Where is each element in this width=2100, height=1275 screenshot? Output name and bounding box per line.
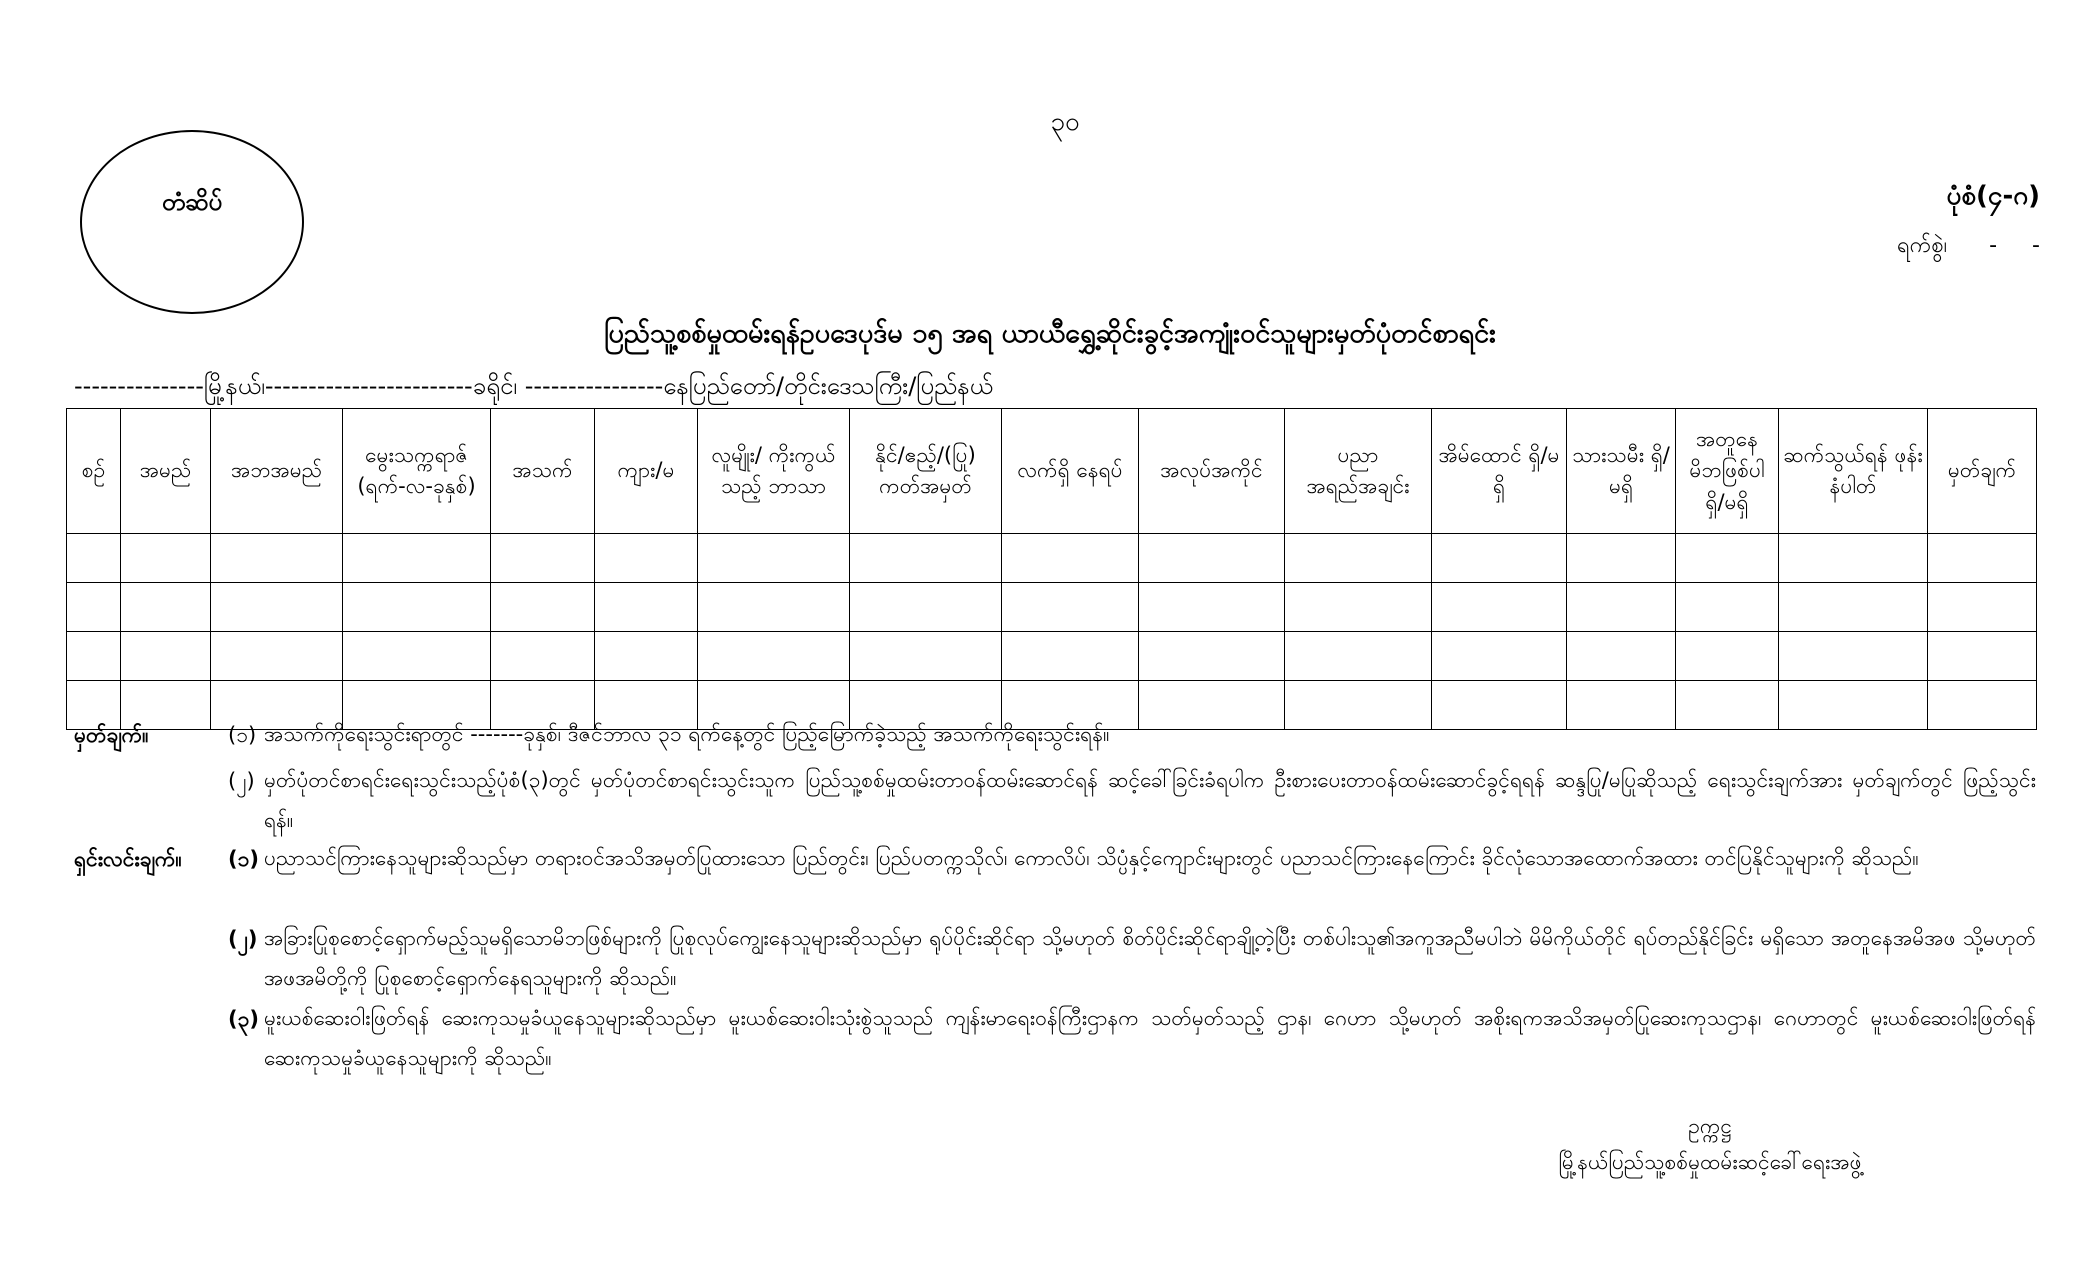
table-cell	[1779, 534, 1928, 583]
table-row	[67, 583, 2037, 632]
table-cell	[67, 534, 121, 583]
table-cell	[698, 632, 850, 681]
table-cell	[67, 632, 121, 681]
col-header: အသက်	[491, 409, 595, 534]
table-cell	[1928, 534, 2037, 583]
register-table	[66, 408, 2037, 730]
col-header: အတူနေ မိဘဖြစ်ပါ ရှိ/မရှိ	[1676, 409, 1779, 534]
page-number: ၃၀	[1050, 107, 1080, 137]
note-number: (၁)	[228, 723, 257, 747]
explanations-label: ရှင်းလင်းချက်။	[74, 847, 182, 871]
table-cell	[343, 632, 491, 681]
col-header: ပညာ အရည်အချင်း	[1285, 409, 1432, 534]
explanation-text: ပညာသင်ကြားနေသူများဆိုသည်မှာ တရားဝင်အသိအမှတ်ပြုထားသော ပြည်တွင်း၊ ပြည်ပတက္ကသိုလ်၊ ကောလိပ်၊ သိပ္ပံနှင့်ကျောင်းများတွင် ပညာသင်ကြားနေကြောင်း ခိုင်လုံသောအထောက်အထား တင်ပြနိုင်သူများကို ဆိုသည်။	[264, 846, 1919, 870]
table-cell	[1928, 583, 2037, 632]
date-value: - -	[1989, 233, 2040, 258]
table-cell	[343, 583, 491, 632]
table-cell	[850, 534, 1002, 583]
signature-block	[1430, 1108, 1990, 1180]
date-label: ရက်စွဲ၊	[1897, 233, 1948, 258]
table-cell	[850, 632, 1002, 681]
table-cell	[1432, 583, 1567, 632]
col-header: ကျား/မ	[595, 409, 698, 534]
form-number: ပုံစံ(၄-ဂ)	[1946, 181, 2040, 211]
table-cell	[595, 583, 698, 632]
col-header: စဉ်	[67, 409, 121, 534]
page-title: ပြည်သူ့စစ်မှုထမ်းရန်ဥပဒေပုဒ်မ ၁၅ အရ ယာယီရွှေ့ဆိုင်းခွင့်အကျုံးဝင်သူများမှတ်ပုံတင်စာရင်း	[603, 318, 1497, 349]
note-number: (၂)	[228, 769, 255, 793]
table-cell	[491, 583, 595, 632]
note-text: အသက်ကိုရေးသွင်းရာတွင် -------ခုနှစ်၊ ဒီဇင်ဘာလ ၃၁ ရက်နေ့တွင် ပြည့်မြောက်ခဲ့သည့် အသက်ကိုရေးသွင်းရန်။	[264, 722, 1110, 746]
col-header: အလုပ်အကိုင်	[1139, 409, 1285, 534]
explanation-text: မူးယစ်ဆေးဝါးဖြတ်ရန် ဆေးကုသမှုခံယူနေသူများဆိုသည်မှာ မူးယစ်ဆေးဝါးသုံးစွဲသူသည် ကျန်းမာရေးဝန်ကြီးဌာနက သတ်မှတ်သည့် ဌာန၊ ဂေဟာ သို့မဟုတ် အစိုးရကအသိအမှတ်ပြုဆေးကုသဌာန၊ ဂေဟာတွင် မူးယစ်ဆေးဝါးဖြတ်ရန် ဆေးကုသမှုခံယူနေသူများကို ဆိုသည်။	[264, 1006, 2036, 1070]
table-cell	[1139, 534, 1285, 583]
table-cell	[1432, 632, 1567, 681]
signature-org: မြို့နယ်ပြည်သူ့စစ်မှုထမ်းဆင့်ခေါ်ရေးအဖွဲ့	[1558, 1150, 1862, 1174]
table-cell	[491, 534, 595, 583]
table-cell	[1432, 534, 1567, 583]
table-cell	[1139, 632, 1285, 681]
explanation-number: (၃)	[228, 1007, 260, 1031]
table-cell	[211, 534, 343, 583]
seal-label: တံဆိပ်	[161, 188, 223, 216]
explanation-text: အခြားပြုစုစောင့်ရှောက်မည့်သူမရှိသောမိဘဖြစ်များကို ပြုစုလုပ်ကျွေးနေသူများဆိုသည်မှာ ရုပ်ပိုင်းဆိုင်ရာ သို့မဟုတ် စိတ်ပိုင်းဆိုင်ရာချို့တဲ့ပြီး တစ်ပါးသူ၏အကူအညီမပါဘဲ မိမိကိုယ်တိုင် ရပ်တည်နိုင်ခြင်း မရှိသော အတူနေအမိအဖ သို့မဟုတ် အဖအမိတို့ကို ပြုစုစောင့်ရှောက်နေရသူများကို ဆိုသည်။	[264, 926, 2036, 990]
date-line	[1897, 230, 2040, 263]
table-cell	[1676, 534, 1779, 583]
table-cell	[1285, 534, 1432, 583]
col-header: လက်ရှိ နေရပ်	[1002, 409, 1139, 534]
table-cell	[1285, 583, 1432, 632]
table-header-row	[67, 409, 2037, 534]
table-cell	[1928, 632, 2037, 681]
table-cell	[595, 632, 698, 681]
table-cell	[343, 534, 491, 583]
location-line: ---------------မြို့နယ်၊------------------------ခရိုင်၊ ----------------နေပြည်တော်/တိုင်းဒေသကြီး/ပြည်နယ်	[74, 372, 993, 400]
table-cell	[121, 632, 211, 681]
table-cell	[121, 583, 211, 632]
table-cell	[1567, 632, 1676, 681]
col-header: အိမ်ထောင် ရှိ/မရှိ	[1432, 409, 1567, 534]
note-text: မှတ်ပုံတင်စာရင်းရေးသွင်းသည့်ပုံစံ(၃)တွင် မှတ်ပုံတင်စာရင်းသွင်းသူက ပြည်သူ့စစ်မှုထမ်းတာဝန်ထမ်းဆောင်ရန် ဆင့်ခေါ်ခြင်းခံရပါက ဦးစားပေးတာဝန်ထမ်းဆောင်ခွင့်ရရန် ဆန္ဒပြု/မပြုဆိုသည့် ရေးသွင်းချက်အား မှတ်ချက်တွင် ဖြည့်သွင်းရန်။	[264, 768, 2036, 832]
col-header: အမည်	[121, 409, 211, 534]
table-cell	[698, 534, 850, 583]
signature-title: ဥက္ကဋ္ဌ	[1688, 1114, 1732, 1138]
col-header: ဆက်သွယ်ရန် ဖုန်းနံပါတ်	[1779, 409, 1928, 534]
table-cell	[1779, 583, 1928, 632]
table-cell	[491, 632, 595, 681]
seal-circle	[80, 130, 304, 314]
table-row	[67, 534, 2037, 583]
notes-label: မှတ်ချက်။	[74, 723, 149, 747]
explanation-number: (၁)	[228, 847, 260, 871]
explanation-number: (၂)	[228, 927, 258, 951]
table-cell	[1002, 632, 1139, 681]
table-row	[67, 632, 2037, 681]
table-cell	[698, 583, 850, 632]
col-header: မွေးသက္ကရာဇ် (ရက်-လ-ခုနှစ်)	[343, 409, 491, 534]
table-cell	[1676, 583, 1779, 632]
table-cell	[1285, 632, 1432, 681]
col-header: မှတ်ချက်	[1928, 409, 2037, 534]
table-cell	[211, 632, 343, 681]
table-cell	[1676, 632, 1779, 681]
table-cell	[67, 583, 121, 632]
col-header: နိုင်/ဧည့်/(ပြု) ကတ်အမှတ်	[850, 409, 1002, 534]
table-cell	[121, 534, 211, 583]
table-cell	[595, 534, 698, 583]
table-body	[67, 534, 2037, 730]
table-cell	[211, 583, 343, 632]
col-header: သားသမီး ရှိ/မရှိ	[1567, 409, 1676, 534]
table-cell	[1002, 583, 1139, 632]
col-header: အဘအမည်	[211, 409, 343, 534]
table-cell	[1002, 534, 1139, 583]
table-cell	[1567, 534, 1676, 583]
table-cell	[850, 583, 1002, 632]
col-header: လူမျိုး/ ကိုးကွယ်သည့် ဘာသာ	[698, 409, 850, 534]
table-cell	[1779, 632, 1928, 681]
table-cell	[1139, 583, 1285, 632]
table-cell	[1567, 583, 1676, 632]
